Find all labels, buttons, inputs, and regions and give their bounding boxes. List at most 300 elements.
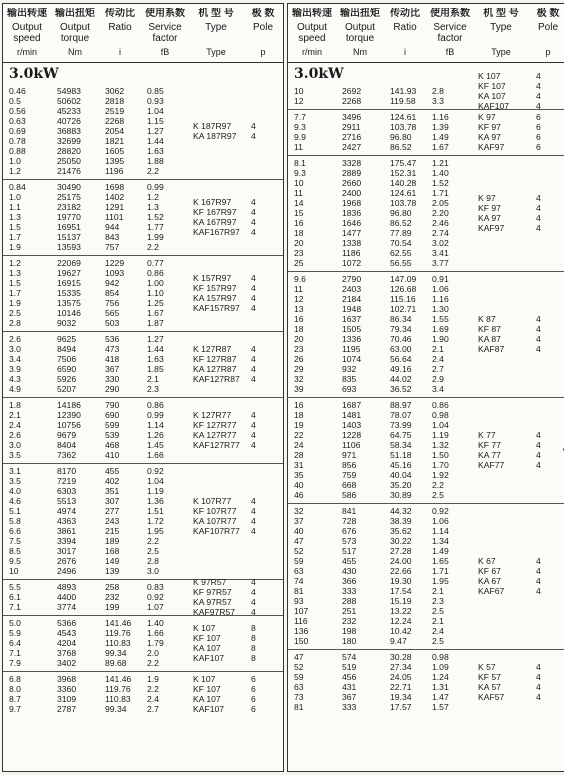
model-type: KAF87 [478,344,505,354]
ratio-cell: 19.30 [390,576,412,586]
torque-cell: 288 [342,596,357,606]
data-group [288,397,564,503]
factor-cell: 1.95 [432,576,449,586]
data-group [3,255,283,331]
model-type: KAF97 [478,223,505,233]
ratio-cell: 124.61 [390,188,417,198]
ratio-cell: 307 [105,496,120,506]
model-type: K 97R57 [193,577,227,587]
speed-cell: 16 [294,218,304,228]
speed-cell: 40 [294,526,304,536]
torque-cell: 2400 [342,188,362,198]
pole-count: 4 [536,662,541,672]
ratio-cell: 56.55 [390,258,412,268]
torque-cell: 21476 [57,166,81,176]
torque-cell: 16951 [57,222,81,232]
speed-cell: 7.7 [294,112,306,122]
ratio-cell: 690 [105,410,120,420]
factor-cell: 2.8 [432,86,444,96]
speed-cell: 5.8 [9,516,21,526]
right-panel [287,3,564,772]
ratio-cell: 1093 [105,268,125,278]
speed-cell: 0.88 [9,146,26,156]
speed-cell: 10 [9,566,19,576]
ratio-cell: 27.34 [390,662,412,672]
torque-cell: 19770 [57,212,81,222]
speed-cell: 4.3 [9,374,21,384]
speed-cell: 52 [294,546,304,556]
speed-cell: 6.6 [9,526,21,536]
model-type: KA 107 [193,643,221,653]
speed-cell: 0.84 [9,182,26,192]
data-group [288,109,564,155]
factor-cell: 2.2 [147,684,159,694]
torque-cell: 2403 [342,284,362,294]
torque-cell: 4400 [57,592,77,602]
header-type-cn: 机 型 号 [483,8,519,19]
model-type: KAF107 [478,101,510,111]
speed-cell: 0.69 [9,126,26,136]
speed-cell: 116 [294,616,308,626]
unit-factor: fB [160,47,170,57]
factor-cell: 1.49 [432,132,449,142]
torque-cell: 2268 [342,96,362,106]
model-type: K 97 [478,193,496,203]
torque-cell: 3861 [57,526,77,536]
ratio-cell: 10.42 [390,626,412,636]
model-type: KA 167R97 [193,217,237,227]
torque-cell: 4363 [57,516,77,526]
pole-count: 6 [251,704,256,714]
speed-cell: 6.8 [9,674,21,684]
factor-cell: 1.67 [147,308,164,318]
factor-cell: 1.19 [147,486,164,496]
speed-cell: 20 [294,334,304,344]
ratio-cell: 12.24 [390,616,412,626]
data-group [3,615,283,671]
header-speed-en2: speed [298,33,326,44]
ratio-cell: 86.34 [390,314,412,324]
factor-cell: 1.50 [432,450,449,460]
ratio-cell: 96.80 [390,132,412,142]
torque-cell: 728 [342,516,357,526]
factor-cell: 1.52 [432,178,449,188]
model-type-list [189,121,283,141]
pole-count: 6 [251,674,256,684]
factor-cell: 1.36 [147,496,164,506]
unit-ratio: i [119,47,121,57]
model-type: K 67 [478,556,496,566]
model-type: KA 187R97 [193,131,237,141]
speed-cell: 16 [294,400,304,410]
speed-cell: 9.3 [294,122,306,132]
factor-cell: 1.3 [147,202,159,212]
model-type: KF 107 [193,633,221,643]
ratio-cell: 40.04 [390,470,412,480]
header-speed-cn: 输出转速 [292,8,332,19]
pole-count: 4 [536,344,541,354]
speed-cell: 107 [294,606,309,616]
model-type: KA 127R77 [193,430,237,440]
factor-cell: 2.4 [147,694,159,704]
torque-cell: 2911 [342,122,361,132]
torque-cell: 1338 [342,238,362,248]
ratio-cell: 124.61 [390,112,417,122]
model-type: KAF97 [478,142,505,152]
ratio-cell: 410 [105,450,120,460]
factor-cell: 1.71 [432,566,449,576]
ratio-cell: 189 [105,536,120,546]
ratio-cell: 70.46 [390,334,412,344]
speed-cell: 4.6 [9,496,21,506]
speed-cell: 6.1 [9,592,21,602]
speed-cell: 1.5 [9,222,21,232]
data-group [3,463,283,579]
unit-type: Type [491,47,511,57]
speed-cell: 3.5 [9,476,21,486]
factor-cell: 1.07 [147,602,164,612]
speed-cell: 12 [294,294,304,304]
factor-cell: 2.46 [432,218,449,228]
speed-cell: 150 [294,636,309,646]
speed-cell: 7.1 [9,602,21,612]
torque-cell: 693 [342,384,357,394]
ratio-cell: 119.58 [390,96,416,106]
ratio-cell: 168 [105,546,120,556]
ratio-cell: 9.47 [390,636,407,646]
factor-cell: 1.77 [147,222,164,232]
factor-cell: 1.16 [432,112,449,122]
pole-count: 4 [251,131,256,141]
torque-cell: 668 [342,480,357,490]
ratio-cell: 77.89 [390,228,412,238]
factor-cell: 3.3 [432,96,444,106]
ratio-cell: 86.52 [390,142,412,152]
factor-cell: 1.15 [147,116,164,126]
speed-cell: 19 [294,420,304,430]
pole-count: 4 [536,450,541,460]
speed-cell: 1.7 [9,232,21,242]
pole-count: 4 [251,496,256,506]
speed-cell: 59 [294,556,304,566]
factor-cell: 1.2 [147,192,159,202]
header-factor-en2: factor [152,33,178,44]
speed-cell: 25 [294,258,304,268]
factor-cell: 1.44 [147,136,164,146]
model-type-list [189,674,283,714]
header-torque-en2: torque [345,33,375,44]
header-pole-cn: 极 数 [251,8,275,19]
ratio-cell: 64.75 [390,430,412,440]
factor-cell: 1.72 [147,516,164,526]
unit-torque: Nm [353,47,367,57]
torque-cell: 6590 [57,364,77,374]
torque-cell: 180 [342,636,357,646]
ratio-cell: 30.89 [390,490,412,500]
model-type: K 57 [478,662,496,672]
torque-cell: 1948 [342,304,362,314]
header-ratio-en: Ratio [108,22,132,33]
ratio-cell: 2054 [105,126,125,136]
ratio-cell: 35.20 [390,480,412,490]
speed-cell: 18 [294,410,304,420]
header-torque-en: Output [344,22,376,33]
model-type: KF 107 [478,81,506,91]
model-type: KA 87 [478,334,501,344]
model-type: KF 87 [478,324,501,334]
torque-cell: 5207 [57,384,77,394]
speed-cell: 12 [294,96,304,106]
factor-cell: 1.65 [432,556,449,566]
torque-cell: 3017 [57,546,77,556]
speed-cell: 1.9 [9,298,21,308]
speed-cell: 2.6 [9,430,21,440]
speed-cell: 1.3 [9,212,21,222]
model-type: KF 107R77 [193,506,237,516]
speed-cell: 93 [294,596,304,606]
model-type: KF 67 [478,566,501,576]
torque-cell: 1505 [342,324,362,334]
torque-cell: 574 [342,652,357,662]
header-speed-en: Output [11,22,43,33]
speed-cell: 8.1 [294,158,306,168]
pole-count: 4 [536,430,541,440]
ratio-cell: 44.02 [390,374,412,384]
pole-count: 4 [251,430,256,440]
speed-cell: 9.6 [294,274,306,284]
factor-cell: 1.04 [147,106,164,116]
speed-cell: 1.0 [9,156,21,166]
torque-cell: 3360 [57,684,77,694]
ratio-cell: 102.71 [390,304,417,314]
header-factor-en: Service [433,22,467,33]
factor-cell: 1.31 [432,682,449,692]
pole-count: 4 [536,223,541,233]
torque-cell: 2184 [342,294,362,304]
factor-cell: 2.8 [147,556,159,566]
factor-cell: 1.40 [432,168,449,178]
torque-cell: 1195 [342,344,361,354]
torque-cell: 13575 [57,298,81,308]
ratio-cell: 70.54 [390,238,412,248]
torque-cell: 198 [342,626,357,636]
factor-cell: 1.40 [147,618,164,628]
pole-count: 4 [251,607,256,617]
factor-cell: 1.25 [147,298,164,308]
speed-cell: 37 [294,516,304,526]
model-type: KF 77 [478,440,501,450]
ratio-cell: 942 [105,278,120,288]
model-type: K 107 [193,623,216,633]
ratio-cell: 36.52 [390,384,412,394]
ratio-cell: 351 [105,486,120,496]
pole-count: 4 [251,293,256,303]
ratio-cell: 15.19 [390,596,412,606]
factor-cell: 2.20 [432,208,449,218]
ratio-cell: 944 [105,222,120,232]
torque-cell: 333 [342,702,357,712]
factor-cell: 1.06 [432,284,449,294]
ratio-cell: 1698 [105,182,125,192]
speed-cell: 40 [294,480,304,490]
speed-cell: 5.9 [9,628,21,638]
ratio-cell: 38.39 [390,516,412,526]
ratio-cell: 149 [105,556,120,566]
pole-count: 6 [536,132,541,142]
speed-cell: 1.1 [9,202,21,212]
speed-cell: 15 [294,208,304,218]
speed-cell: 81 [294,586,304,596]
speed-cell: 11 [294,142,303,152]
torque-cell: 45233 [57,106,81,116]
ratio-cell: 1196 [105,166,124,176]
speed-cell: 7.9 [9,658,21,668]
header-pole-en: Pole [537,22,558,33]
torque-cell: 30490 [57,182,81,192]
data-group [3,84,283,179]
speed-cell: 63 [294,682,304,692]
torque-cell: 431 [342,682,357,692]
factor-cell: 3.0 [147,566,159,576]
ratio-cell: 51.18 [390,450,412,460]
factor-cell: 0.85 [147,86,164,96]
factor-cell: 1.99 [147,232,164,242]
torque-cell: 676 [342,526,357,536]
torque-cell: 2889 [342,168,362,178]
factor-cell: 1.63 [147,146,164,156]
factor-cell: 1.10 [147,288,164,298]
pole-count: 6 [536,142,541,152]
speed-cell: 0.63 [9,116,26,126]
torque-cell: 3496 [342,112,362,122]
model-type-list [189,273,283,313]
factor-cell: 2.05 [432,198,449,208]
factor-cell: 2.5 [432,490,444,500]
factor-cell: 1.52 [147,212,164,222]
torque-cell: 28820 [57,146,81,156]
ratio-cell: 110.83 [105,638,131,648]
factor-cell: 1.95 [147,526,164,536]
ratio-cell: 367 [105,364,120,374]
ratio-cell: 62.55 [390,248,412,258]
ratio-cell: 402 [105,476,120,486]
speed-cell: 7.1 [9,648,21,658]
header-ratio-en: Ratio [393,22,417,33]
speed-cell: 18 [294,228,304,238]
torque-cell: 36883 [57,126,81,136]
header-english-row-1 [288,22,564,33]
model-type: K 87 [478,314,496,324]
speed-cell: 20 [294,238,304,248]
factor-cell: 1.14 [147,420,164,430]
speed-cell: 23 [294,248,304,258]
ratio-cell: 140.28 [390,178,417,188]
pole-count: 6 [536,112,541,122]
torque-cell: 7219 [57,476,77,486]
torque-cell: 2660 [342,178,362,188]
header-factor-en: Service [148,22,182,33]
factor-cell: 1.71 [432,188,449,198]
speed-cell: 3.5 [9,450,21,460]
pole-count: 4 [536,586,541,596]
data-group [3,397,283,463]
torque-cell: 333 [342,586,357,596]
ratio-cell: 147.09 [390,274,417,284]
ratio-cell: 24.00 [390,556,412,566]
ratio-cell: 330 [105,374,120,384]
ratio-cell: 119.76 [105,628,131,638]
speed-cell: 46 [294,490,304,500]
factor-cell: 1.06 [432,516,449,526]
ratio-cell: 58.34 [390,440,412,450]
speed-cell: 9.3 [294,168,306,178]
model-type: KAF167R97 [193,227,240,237]
torque-cell: 8170 [57,466,77,476]
speed-cell: 2.4 [9,420,21,430]
factor-cell: 1.9 [147,674,159,684]
torque-cell: 9679 [57,430,77,440]
model-type-list [189,496,283,536]
torque-cell: 12390 [57,410,81,420]
pole-count: 4 [536,566,541,576]
ratio-cell: 22.66 [390,566,412,576]
speed-cell: 26 [294,354,304,364]
torque-cell: 2676 [57,556,77,566]
ratio-cell: 96.80 [390,208,412,218]
speed-cell: 3.0 [9,344,21,354]
speed-cell: 9.9 [294,132,306,142]
pole-count: 4 [251,303,256,313]
torque-cell: 759 [342,470,357,480]
torque-cell: 1228 [342,430,362,440]
torque-cell: 1106 [342,440,361,450]
model-type: KA 77 [478,450,501,460]
ratio-cell: 565 [105,308,120,318]
ratio-cell: 2519 [105,106,125,116]
factor-cell: 0.86 [432,400,449,410]
factor-cell: 1.57 [432,702,449,712]
factor-cell: 1.04 [432,420,449,430]
ratio-cell: 13.22 [390,606,412,616]
header-pole-en2 [528,33,564,44]
torque-cell: 25175 [57,192,81,202]
ratio-cell: 139 [105,566,120,576]
speed-cell: 136 [294,626,309,636]
speed-cell: 4.0 [9,486,21,496]
ratio-cell: 243 [105,516,120,526]
unit-torque: Nm [68,47,82,57]
header-pole-cn: 极 数 [536,8,560,19]
ratio-cell: 1821 [105,136,125,146]
speed-cell: 73 [294,692,304,702]
model-type: KAF77 [478,460,505,470]
model-type-list [474,662,564,702]
speed-cell: 3.1 [9,466,21,476]
torque-cell: 2787 [57,704,77,714]
torque-cell: 32699 [57,136,81,146]
ratio-cell: 599 [105,420,120,430]
pole-count: 4 [536,101,541,111]
torque-cell: 3109 [57,694,77,704]
pole-count: 4 [251,207,256,217]
pole-count: 4 [536,91,541,101]
torque-cell: 2692 [342,86,362,96]
pole-count: 6 [536,122,541,132]
torque-cell: 6303 [57,486,77,496]
factor-cell: 2.2 [147,658,159,668]
header-type-en2 [189,33,243,44]
speed-cell: 0.5 [9,96,21,106]
